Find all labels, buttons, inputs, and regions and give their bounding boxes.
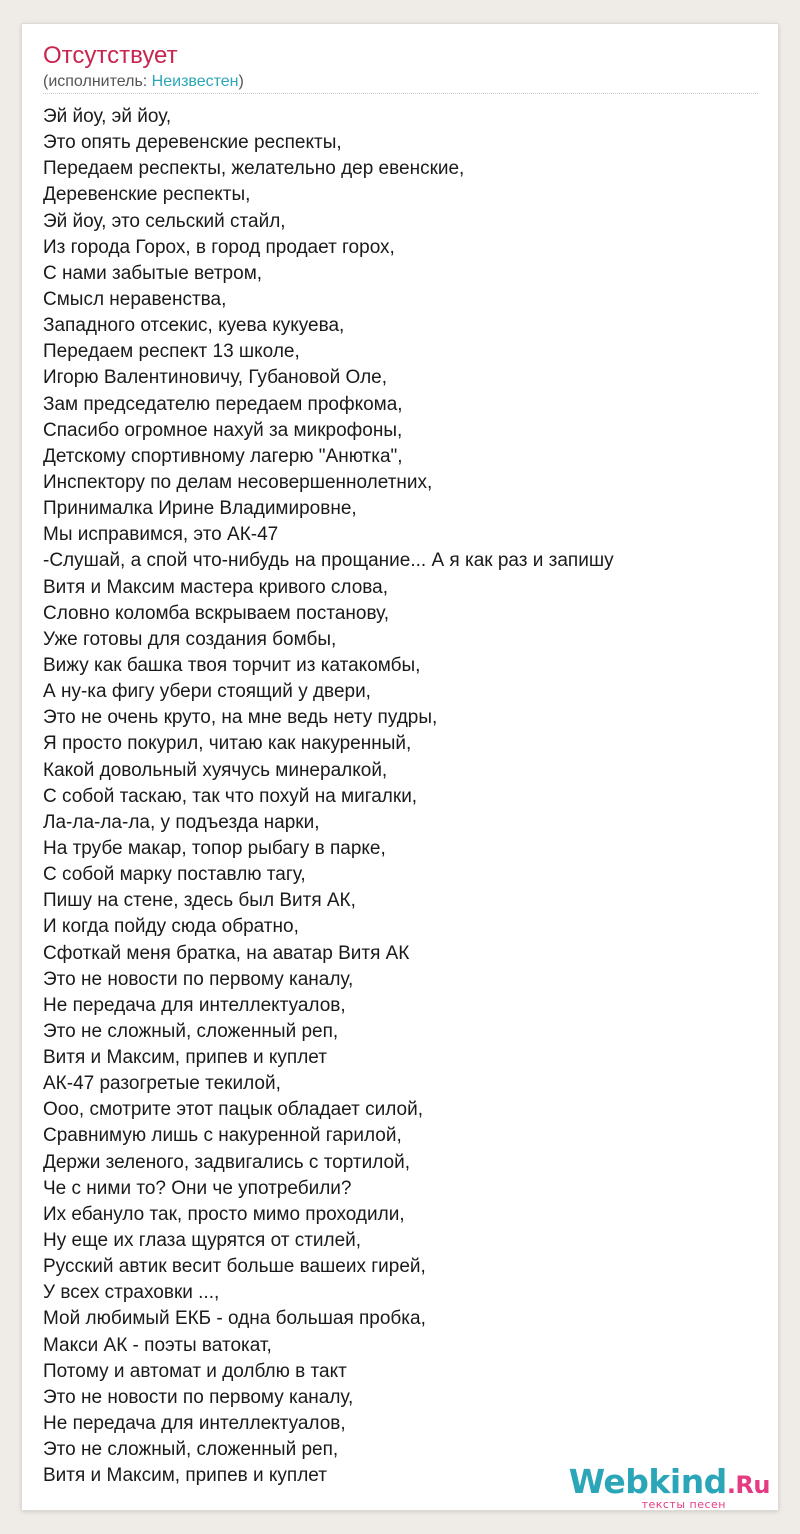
lyric-line: Принималка Ирине Владимировне,: [43, 498, 357, 520]
lyric-line: Потому и автомат и долблю в такт: [43, 1360, 347, 1382]
lyric-line: Я просто покурил, читаю как накуренный,: [43, 733, 412, 755]
artist-line: [43, 72, 244, 92]
lyric-line: Пишу на стене, здесь был Витя АК,: [43, 890, 356, 912]
lyric-line: -Слушай, а спой что-нибудь на прощание... А я как раз и запишу: [43, 550, 614, 572]
lyric-line: Витя и Максим, припев и куплет: [43, 1047, 327, 1069]
lyric-line: Смысл неравенства,: [43, 288, 227, 310]
artist-link[interactable]: Неизвестен: [151, 73, 239, 90]
lyric-line: Это не очень круто, на мне ведь нету пудры,: [43, 707, 438, 729]
logo-suffix: .Ru: [726, 1471, 770, 1499]
lyric-line: Русский автик весит больше вашеих гирей,: [43, 1256, 426, 1278]
lyric-line: Держи зеленого, задвигались с тортилой,: [43, 1151, 410, 1173]
artist-suffix: ): [238, 73, 244, 90]
logo-main-text: Webkind: [568, 1462, 727, 1501]
lyric-line: Западного отсекис, куева кукуева,: [43, 315, 345, 337]
lyrics-card: [22, 24, 778, 1510]
lyric-line: Передаем респекты, желательно дер евенские,: [43, 158, 465, 180]
lyric-line: Детскому спортивному лагерю "Анютка",: [43, 445, 403, 467]
lyric-line: Ла-ла-ла-ла, у подъезда нарки,: [43, 811, 320, 833]
artist-prefix: (исполнитель:: [43, 73, 152, 90]
lyric-line: Ну еще их глаза щурятся от стилей,: [43, 1230, 362, 1252]
lyric-line: И когда пойду сюда обратно,: [43, 916, 299, 938]
lyric-line: Мой любимый ЕКБ - одна большая пробка,: [43, 1308, 426, 1330]
lyric-line: Сравнимую лишь с накуренной гарилой,: [43, 1125, 402, 1147]
title-divider: [43, 93, 758, 94]
lyric-line: С собой таскаю, так что похуй на мигалки,: [43, 785, 418, 807]
lyric-line: Не передача для интеллектуалов,: [43, 1413, 346, 1435]
webkind-logo[interactable]: [569, 1464, 770, 1511]
lyric-line: А ну-ка фигу убери стоящий у двери,: [43, 681, 371, 703]
lyric-line: Макси АК - поэты ватокат,: [43, 1334, 272, 1356]
lyric-line: Это не сложный, сложенный реп,: [43, 1439, 339, 1461]
lyric-line: Их ебануло так, просто мимо проходили,: [43, 1203, 405, 1225]
lyric-line: Из города Горох, в город продает горох,: [43, 236, 395, 258]
lyric-line: У всех страховки ...,: [43, 1282, 220, 1304]
lyric-line: Игорю Валентиновичу, Губановой Оле,: [43, 367, 387, 389]
lyric-line: С собой марку поставлю тагу,: [43, 864, 306, 886]
lyric-line: Это опять деревенские респекты,: [43, 132, 342, 154]
lyric-line: Уже готовы для создания бомбы,: [43, 628, 337, 650]
song-title: Отсутствует: [43, 42, 178, 69]
lyric-line: Витя и Максим мастера кривого слова,: [43, 576, 389, 598]
lyric-line: Словно коломба вскрываем постанову,: [43, 602, 389, 624]
lyric-line: Эй йоу, это сельский стайл,: [43, 210, 286, 232]
lyric-line: Инспектору по делам несовершеннолетних,: [43, 471, 433, 493]
lyric-line: Это не новости по первому каналу,: [43, 968, 354, 990]
lyric-line: Деревенские респекты,: [43, 184, 251, 206]
lyric-line: Мы исправимся, это АК-47: [43, 524, 279, 546]
lyrics-text: [43, 104, 763, 1489]
lyric-line: Это не новости по первому каналу,: [43, 1386, 354, 1408]
lyric-line: Зам председателю передаем профкома,: [43, 393, 403, 415]
lyric-line: Че с ними то? Они че употребили?: [43, 1177, 352, 1199]
lyric-line: С нами забытые ветром,: [43, 262, 263, 284]
lyric-line: Не передача для интеллектуалов,: [43, 994, 346, 1016]
lyric-line: Сфоткай меня братка, на аватар Витя АК: [43, 942, 410, 964]
lyric-line: Ооо, смотрите этот пацык обладает силой,: [43, 1099, 423, 1121]
lyric-line: Вижу как башка твоя торчит из катакомбы,: [43, 654, 421, 676]
lyric-line: АК-47 разогретые текилой,: [43, 1073, 281, 1095]
lyric-line: Эй йоу, эй йоу,: [43, 106, 172, 127]
lyric-line: Какой довольный хуячусь минералкой,: [43, 759, 388, 781]
lyric-line: Это не сложный, сложенный реп,: [43, 1020, 339, 1042]
lyric-line: Витя и Максим, припев и куплет: [43, 1465, 327, 1487]
logo-tagline: тексты песен: [641, 1498, 726, 1511]
lyric-line: На трубе макар, топор рыбагу в парке,: [43, 837, 386, 859]
lyric-line: Спасибо огромное нахуй за микрофоны,: [43, 419, 403, 441]
lyric-line: Передаем респект 13 школе,: [43, 341, 300, 363]
